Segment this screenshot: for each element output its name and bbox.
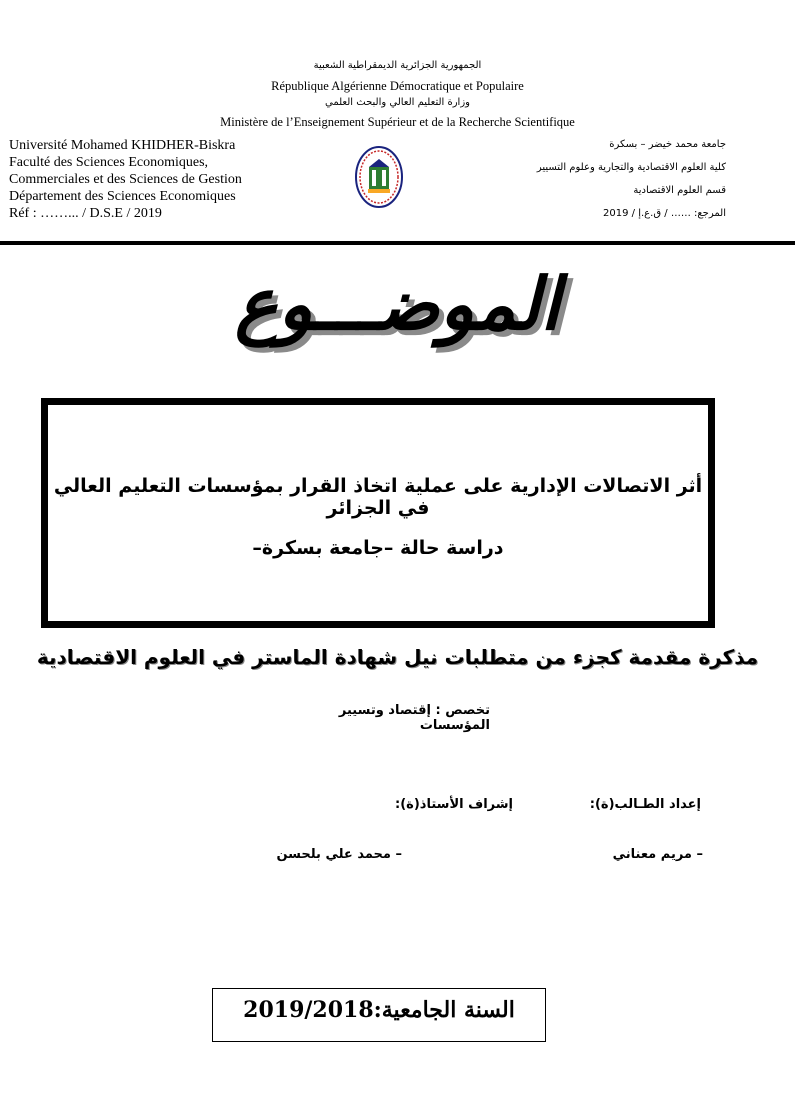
- department-ar: قسم العلوم الاقتصادية: [633, 185, 726, 196]
- thesis-title: أثر الاتصالات الإدارية على عملية اتخاذ القرار بمؤسسات التعليم العالي في الجزائر: [53, 475, 703, 519]
- faculty-fr-line1: Faculté des Sciences Economiques,: [9, 155, 209, 170]
- department-fr: Département des Sciences Economiques: [9, 189, 236, 204]
- subject-heading: الموضـــوع: [234, 262, 561, 346]
- university-seal-icon: [354, 145, 404, 209]
- header-divider: [0, 241, 795, 245]
- ministry-ar: وزارة التعليم العالي والبحث العلمي: [325, 97, 470, 108]
- institution-block-fr: [9, 137, 242, 222]
- memo-statement: مذكرة مقدمة كجزء من متطلبات نيل شهادة الماستر في العلوم الاقتصادية: [36, 645, 759, 669]
- academic-year-box: [212, 988, 546, 1042]
- specialty: تخصص : إقتصاد وتسيير المؤسسات: [338, 703, 490, 733]
- thesis-title-box: [41, 398, 715, 628]
- thesis-subtitle: دراسة حالة –جامعة بسكرة–: [252, 537, 504, 559]
- institution-block-ar: [537, 133, 726, 225]
- university-ar: جامعة محمد خيضر – بسكرة: [609, 139, 726, 150]
- reference-ar: المرجع: …… / ق.ع.إ / 2019: [603, 208, 726, 219]
- ministry-fr: Ministère de l’Enseignement Supérieur et de la Recherche Scientifique: [220, 115, 575, 129]
- republic-ar: الجمهورية الجزائرية الديمقراطية الشعبية: [313, 60, 482, 71]
- student-name: – مريم معناني: [612, 847, 703, 862]
- supervisor-name: – محمد علي بلحسن: [276, 847, 402, 862]
- reference-fr: Réf : ……... / D.S.E / 2019: [9, 206, 162, 221]
- student-label: إعداد الطـالب(ة):: [589, 797, 701, 812]
- faculty-ar: كلية العلوم الاقتصادية والتجارية وعلوم التسيير: [536, 162, 726, 173]
- republic-fr: République Algérienne Démocratique et Populaire: [271, 79, 524, 93]
- university-fr: Université Mohamed KHIDHER-Biskra: [9, 138, 236, 153]
- supervisor-label: إشراف الأستاذ(ة):: [395, 797, 513, 812]
- academic-year: السنة الجامعية:2019/2018: [243, 997, 515, 1023]
- faculty-fr-line2: Commerciales et des Sciences de Gestion: [9, 172, 242, 187]
